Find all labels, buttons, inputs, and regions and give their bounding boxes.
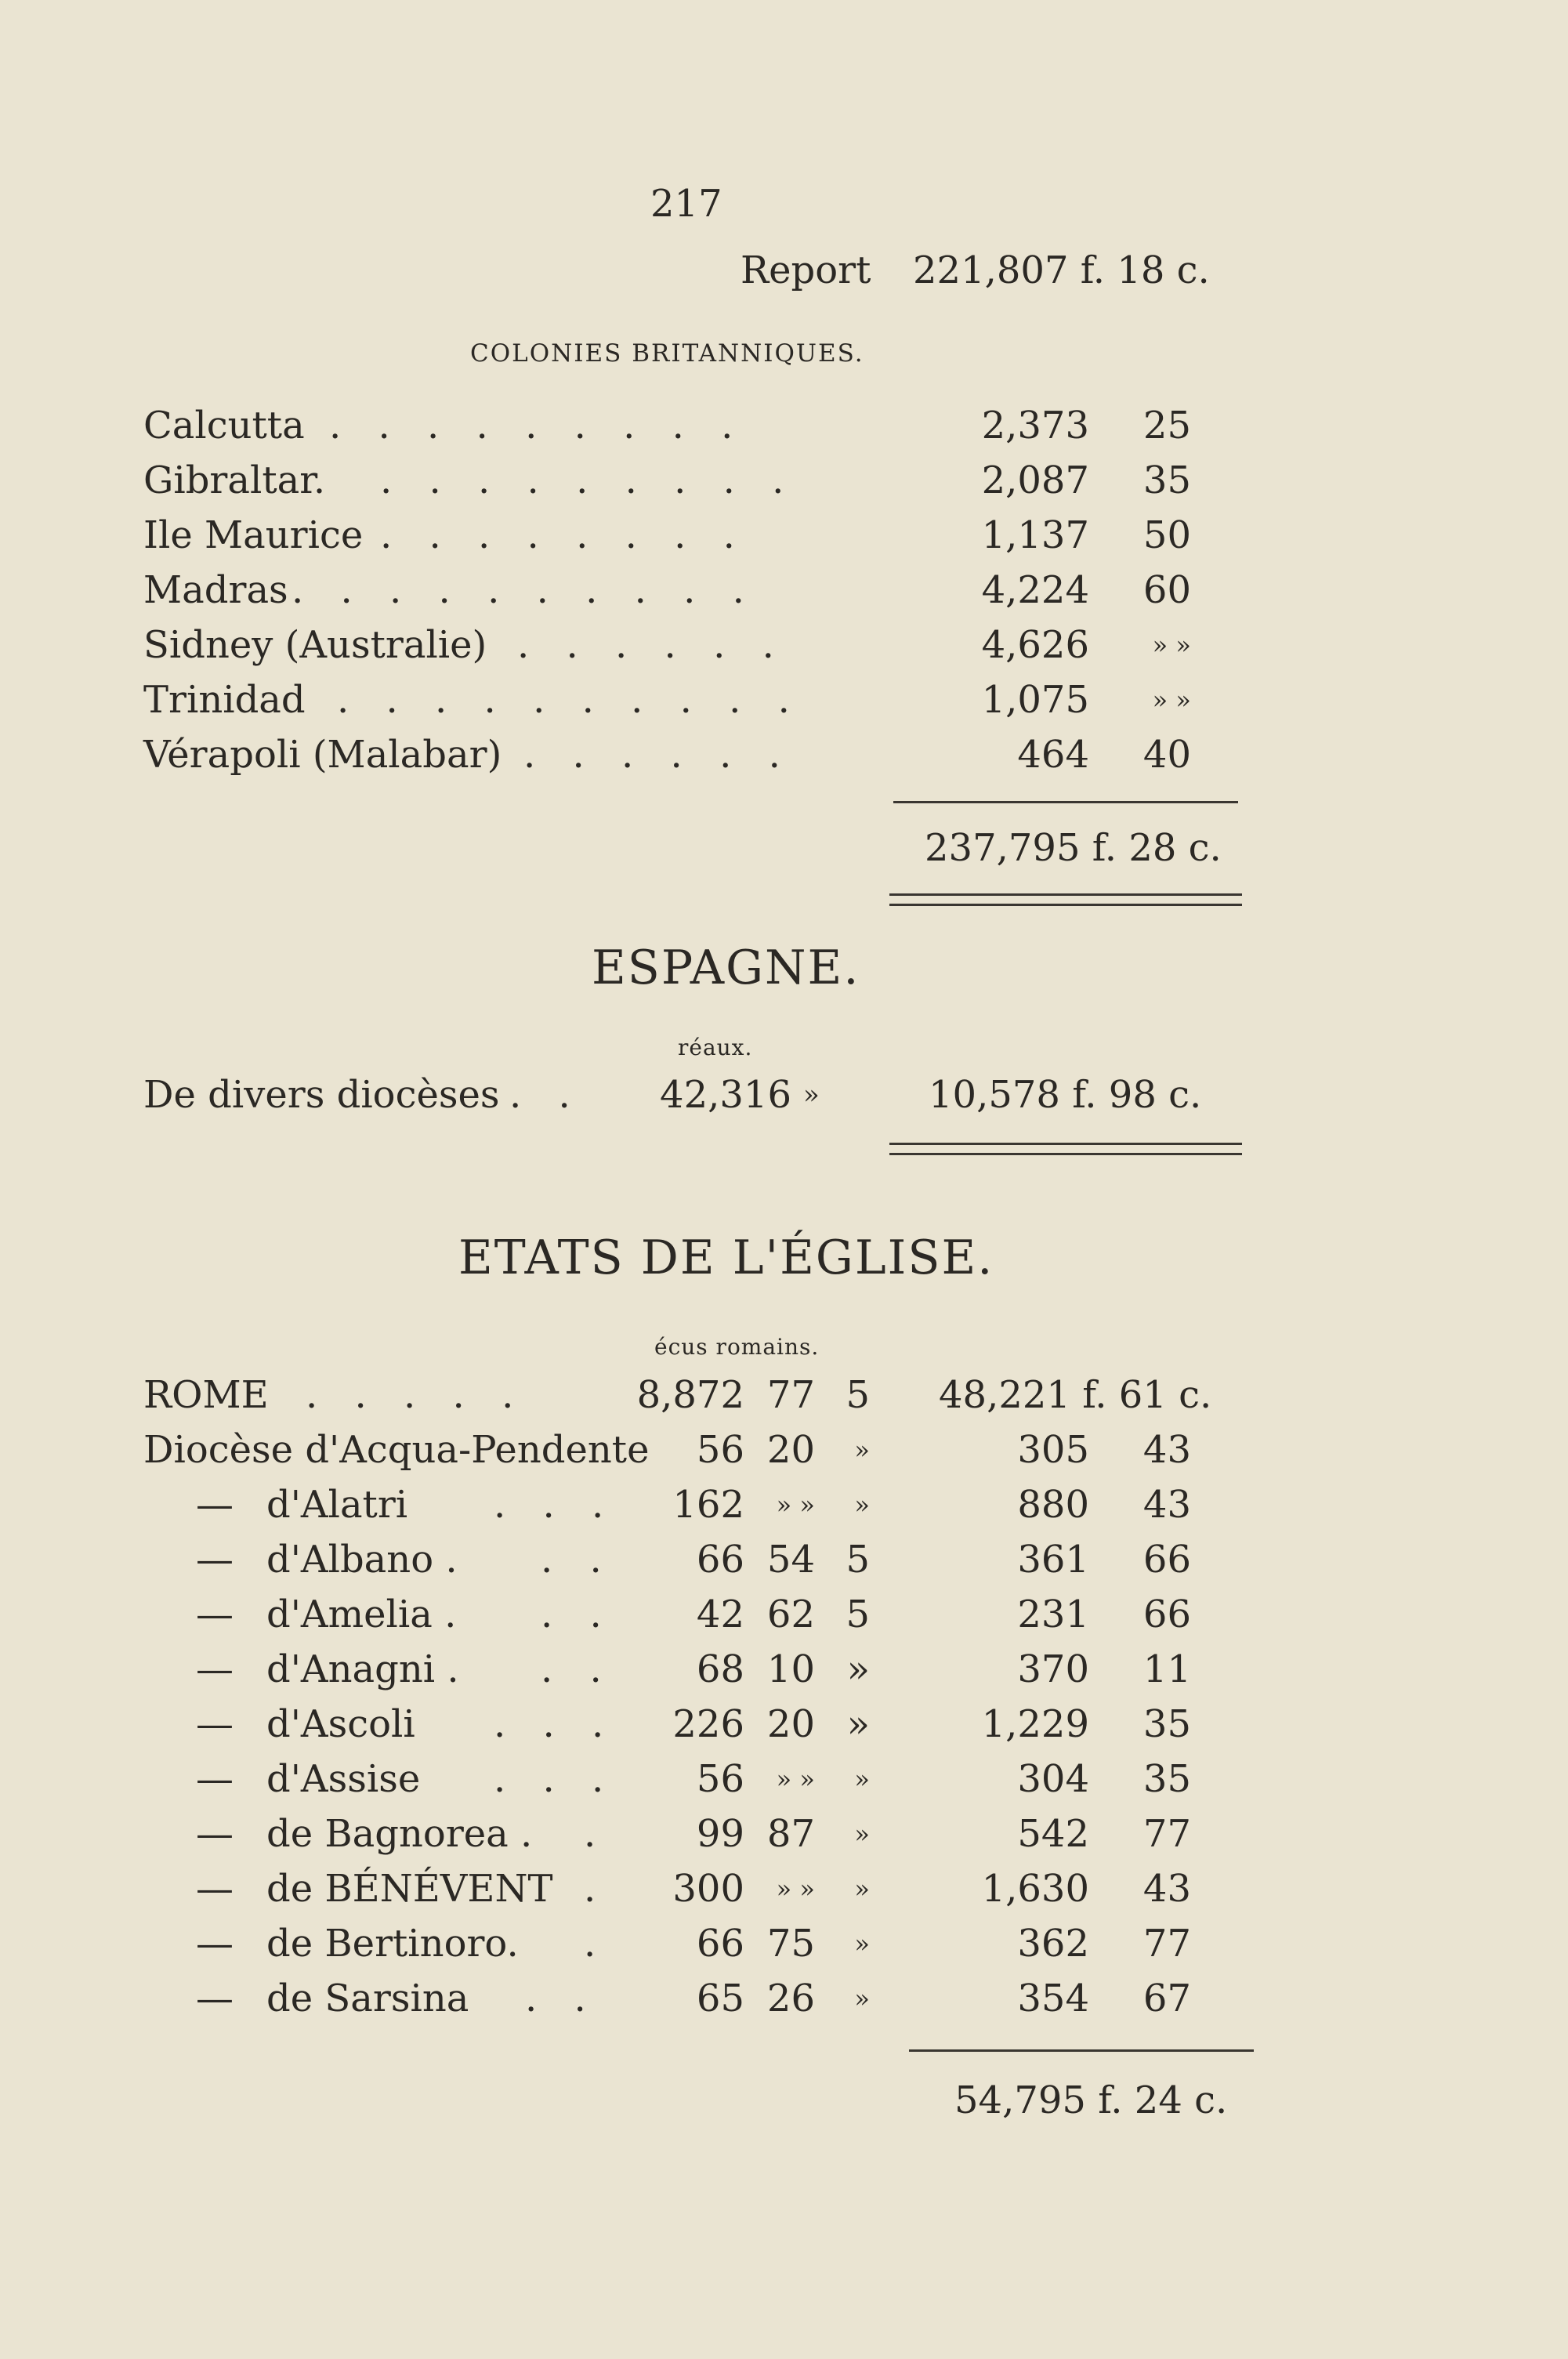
unit-label-reaux: réaux. [678, 1035, 753, 1060]
sum-rule [893, 801, 1238, 803]
row-cents: 77 [1143, 1922, 1191, 1966]
row-cents: 50 [1143, 513, 1191, 557]
row-francs: 2,373 [981, 404, 1089, 448]
row-third: » [854, 1984, 870, 2013]
row-third: 5 [846, 1593, 870, 1636]
row-third: » [846, 1702, 870, 1746]
row-third: » [854, 1764, 870, 1794]
row-cents: 25 [1143, 404, 1191, 448]
row-ecus: 99 [696, 1812, 744, 1856]
row-cents: 77 [1143, 1812, 1191, 1856]
leader-dots: . . . [494, 1702, 617, 1746]
ditto-dash: — [196, 1757, 234, 1801]
row-francs: 880 [1017, 1483, 1089, 1527]
leader-dots: . [584, 1867, 609, 1911]
row-francs: 304 [1017, 1757, 1089, 1801]
ditto-dash: — [196, 1538, 234, 1582]
leader-dots: . . . . . . . . . [329, 404, 746, 448]
ditto-dash: — [196, 1922, 234, 1966]
row-place: ROME [143, 1373, 269, 1417]
leader-dots: . . . . . . . . . . [292, 568, 757, 612]
row-place: d'Ascoli [266, 1702, 415, 1746]
leader-dots: . . . . . [306, 1373, 527, 1417]
row-place: d'Anagni . [266, 1647, 459, 1691]
row-place: Ile Maurice [143, 513, 364, 557]
section-heading-britanniques: COLONIES BRITANNIQUES. [470, 339, 864, 368]
row-cents: 67 [1143, 1977, 1191, 2020]
row-place: Gibraltar. [143, 458, 326, 502]
leader-dots: . . . [494, 1483, 617, 1527]
row-cents: 35 [1143, 1702, 1191, 1746]
unit-label-ecus: écus romains. [654, 1334, 820, 1360]
row-baiocchi: 75 [766, 1922, 815, 1966]
row-cents: 60 [1143, 568, 1191, 612]
double-rule [889, 1143, 1242, 1155]
row-francs: 1,229 [981, 1702, 1089, 1746]
double-rule [889, 893, 1242, 906]
row-francs: 305 [1017, 1428, 1089, 1472]
row-baiocchi: 54 [766, 1538, 815, 1582]
page-number: 217 [650, 182, 722, 226]
row-francs: 4,224 [981, 568, 1089, 612]
section-heading-espagne: ESPAGNE. [592, 940, 860, 995]
row-place: De divers diocèses [143, 1073, 500, 1117]
row-amount: 48,221 f. 61 c. [939, 1373, 1212, 1417]
row-cents: 66 [1143, 1538, 1191, 1582]
row-cents: » » [1152, 630, 1191, 660]
row-francs: 370 [1017, 1647, 1089, 1691]
row-third: » [854, 1435, 870, 1465]
leader-dots: . . . . . . [517, 623, 787, 667]
row-francs: 362 [1017, 1922, 1089, 1966]
leader-dots: . . [541, 1538, 614, 1582]
leader-dots: . . . . . . . . . . [337, 678, 802, 722]
report-label: Report [741, 248, 871, 292]
row-third: 5 [846, 1538, 870, 1582]
row-place: Trinidad [143, 678, 306, 722]
row-place: de Bagnorea . [266, 1812, 533, 1856]
row-place: de BÉNÉVENT [266, 1867, 553, 1911]
row-francs: 2,087 [981, 458, 1089, 502]
row-francs: 464 [1017, 733, 1089, 777]
row-baiocchi: 87 [766, 1812, 815, 1856]
row-cents: 35 [1143, 458, 1191, 502]
ditto-dash: — [196, 1812, 234, 1856]
row-francs: 361 [1017, 1538, 1089, 1582]
leader-dots: . . . . . . . . [380, 513, 748, 557]
row-francs: 231 [1017, 1593, 1089, 1636]
row-place: d'Assise [266, 1757, 421, 1801]
row-third: » [854, 1929, 870, 1959]
ditto-dash: — [196, 1647, 234, 1691]
row-francs: 354 [1017, 1977, 1089, 2020]
row-third: » [846, 1647, 870, 1691]
ditto-dash: — [196, 1977, 234, 2020]
row-ecus: 300 [672, 1867, 744, 1911]
row-cents: 43 [1143, 1483, 1191, 1527]
row-baiocchi: 62 [766, 1593, 815, 1636]
row-baiocchi: 26 [766, 1977, 815, 2020]
ditto-dash: — [196, 1593, 234, 1636]
row-ecus: 66 [696, 1538, 744, 1582]
leader-dots: . [584, 1812, 609, 1856]
row-third: 5 [846, 1373, 870, 1417]
row-baiocchi: » » [776, 1764, 815, 1794]
row-place: d'Albano . [266, 1538, 458, 1582]
row-ecus: 66 [696, 1922, 744, 1966]
row-place: Madras [143, 568, 288, 612]
row-ecus: 56 [696, 1428, 744, 1472]
row-place: d'Alatri [266, 1483, 408, 1527]
row-baiocchi: 20 [766, 1702, 815, 1746]
leader-dots: . . [509, 1073, 583, 1117]
row-ecus: 226 [672, 1702, 744, 1746]
ditto-dash: — [196, 1867, 234, 1911]
row-francs: 4,626 [981, 623, 1089, 667]
row-ecus: 68 [696, 1647, 744, 1691]
row-baiocchi: 77 [766, 1373, 815, 1417]
row-cents: 40 [1143, 733, 1191, 777]
row-francs: 542 [1017, 1812, 1089, 1856]
row-place: Vérapoli (Malabar) [143, 733, 502, 777]
row-place: d'Amelia . [266, 1593, 457, 1636]
row-cents: 35 [1143, 1757, 1191, 1801]
row-baiocchi: 10 [766, 1647, 815, 1691]
report-amount: 221,807 f. 18 c. [913, 248, 1210, 292]
leader-dots: . [584, 1922, 609, 1966]
row-ecus: 42 [696, 1593, 744, 1636]
leader-dots: . . . . . . [523, 733, 793, 777]
row-place: de Sarsina [266, 1977, 469, 2020]
leader-dots: . . [541, 1647, 614, 1691]
row-baiocchi: » » [776, 1874, 815, 1904]
sum-rule [909, 2049, 1254, 2052]
row-ecus: 162 [672, 1483, 744, 1527]
britanniques-total: 237,795 f. 28 c. [925, 826, 1222, 870]
row-place: Sidney (Australie) [143, 623, 487, 667]
ditto-dash: — [196, 1483, 234, 1527]
row-place: de Bertinoro. [266, 1922, 519, 1966]
section-heading-eglise: ETATS DE L'ÉGLISE. [458, 1230, 994, 1285]
row-third: » [854, 1490, 870, 1520]
row-cents: 11 [1143, 1647, 1191, 1691]
row-francs: 1,137 [981, 513, 1089, 557]
row-third: » [854, 1819, 870, 1849]
row-mark: » [803, 1079, 820, 1111]
leader-dots: . . . . . . . . . [380, 458, 797, 502]
row-francs: 1,075 [981, 678, 1089, 722]
row-place: Calcutta [143, 404, 305, 448]
leader-dots: . . . [494, 1757, 617, 1801]
row-cents: » » [1152, 685, 1191, 715]
row-baiocchi: » » [776, 1490, 815, 1520]
row-cents: 43 [1143, 1867, 1191, 1911]
row-ecus: 56 [696, 1757, 744, 1801]
row-reaux: 42,316 [660, 1073, 791, 1117]
ditto-dash: — [196, 1702, 234, 1746]
row-baiocchi: 20 [766, 1428, 815, 1472]
row-third: » [854, 1874, 870, 1904]
row-amount: 10,578 f. 98 c. [929, 1073, 1202, 1117]
row-place: Diocèse d'Acqua-Pendente [143, 1428, 650, 1472]
eglise-total: 54,795 f. 24 c. [954, 2078, 1228, 2122]
row-ecus: 65 [696, 1977, 744, 2020]
leader-dots: . . [525, 1977, 599, 2020]
row-cents: 66 [1143, 1593, 1191, 1636]
row-ecus: 8,872 [636, 1373, 744, 1417]
row-francs: 1,630 [981, 1867, 1089, 1911]
leader-dots: . . [541, 1593, 614, 1636]
row-cents: 43 [1143, 1428, 1191, 1472]
